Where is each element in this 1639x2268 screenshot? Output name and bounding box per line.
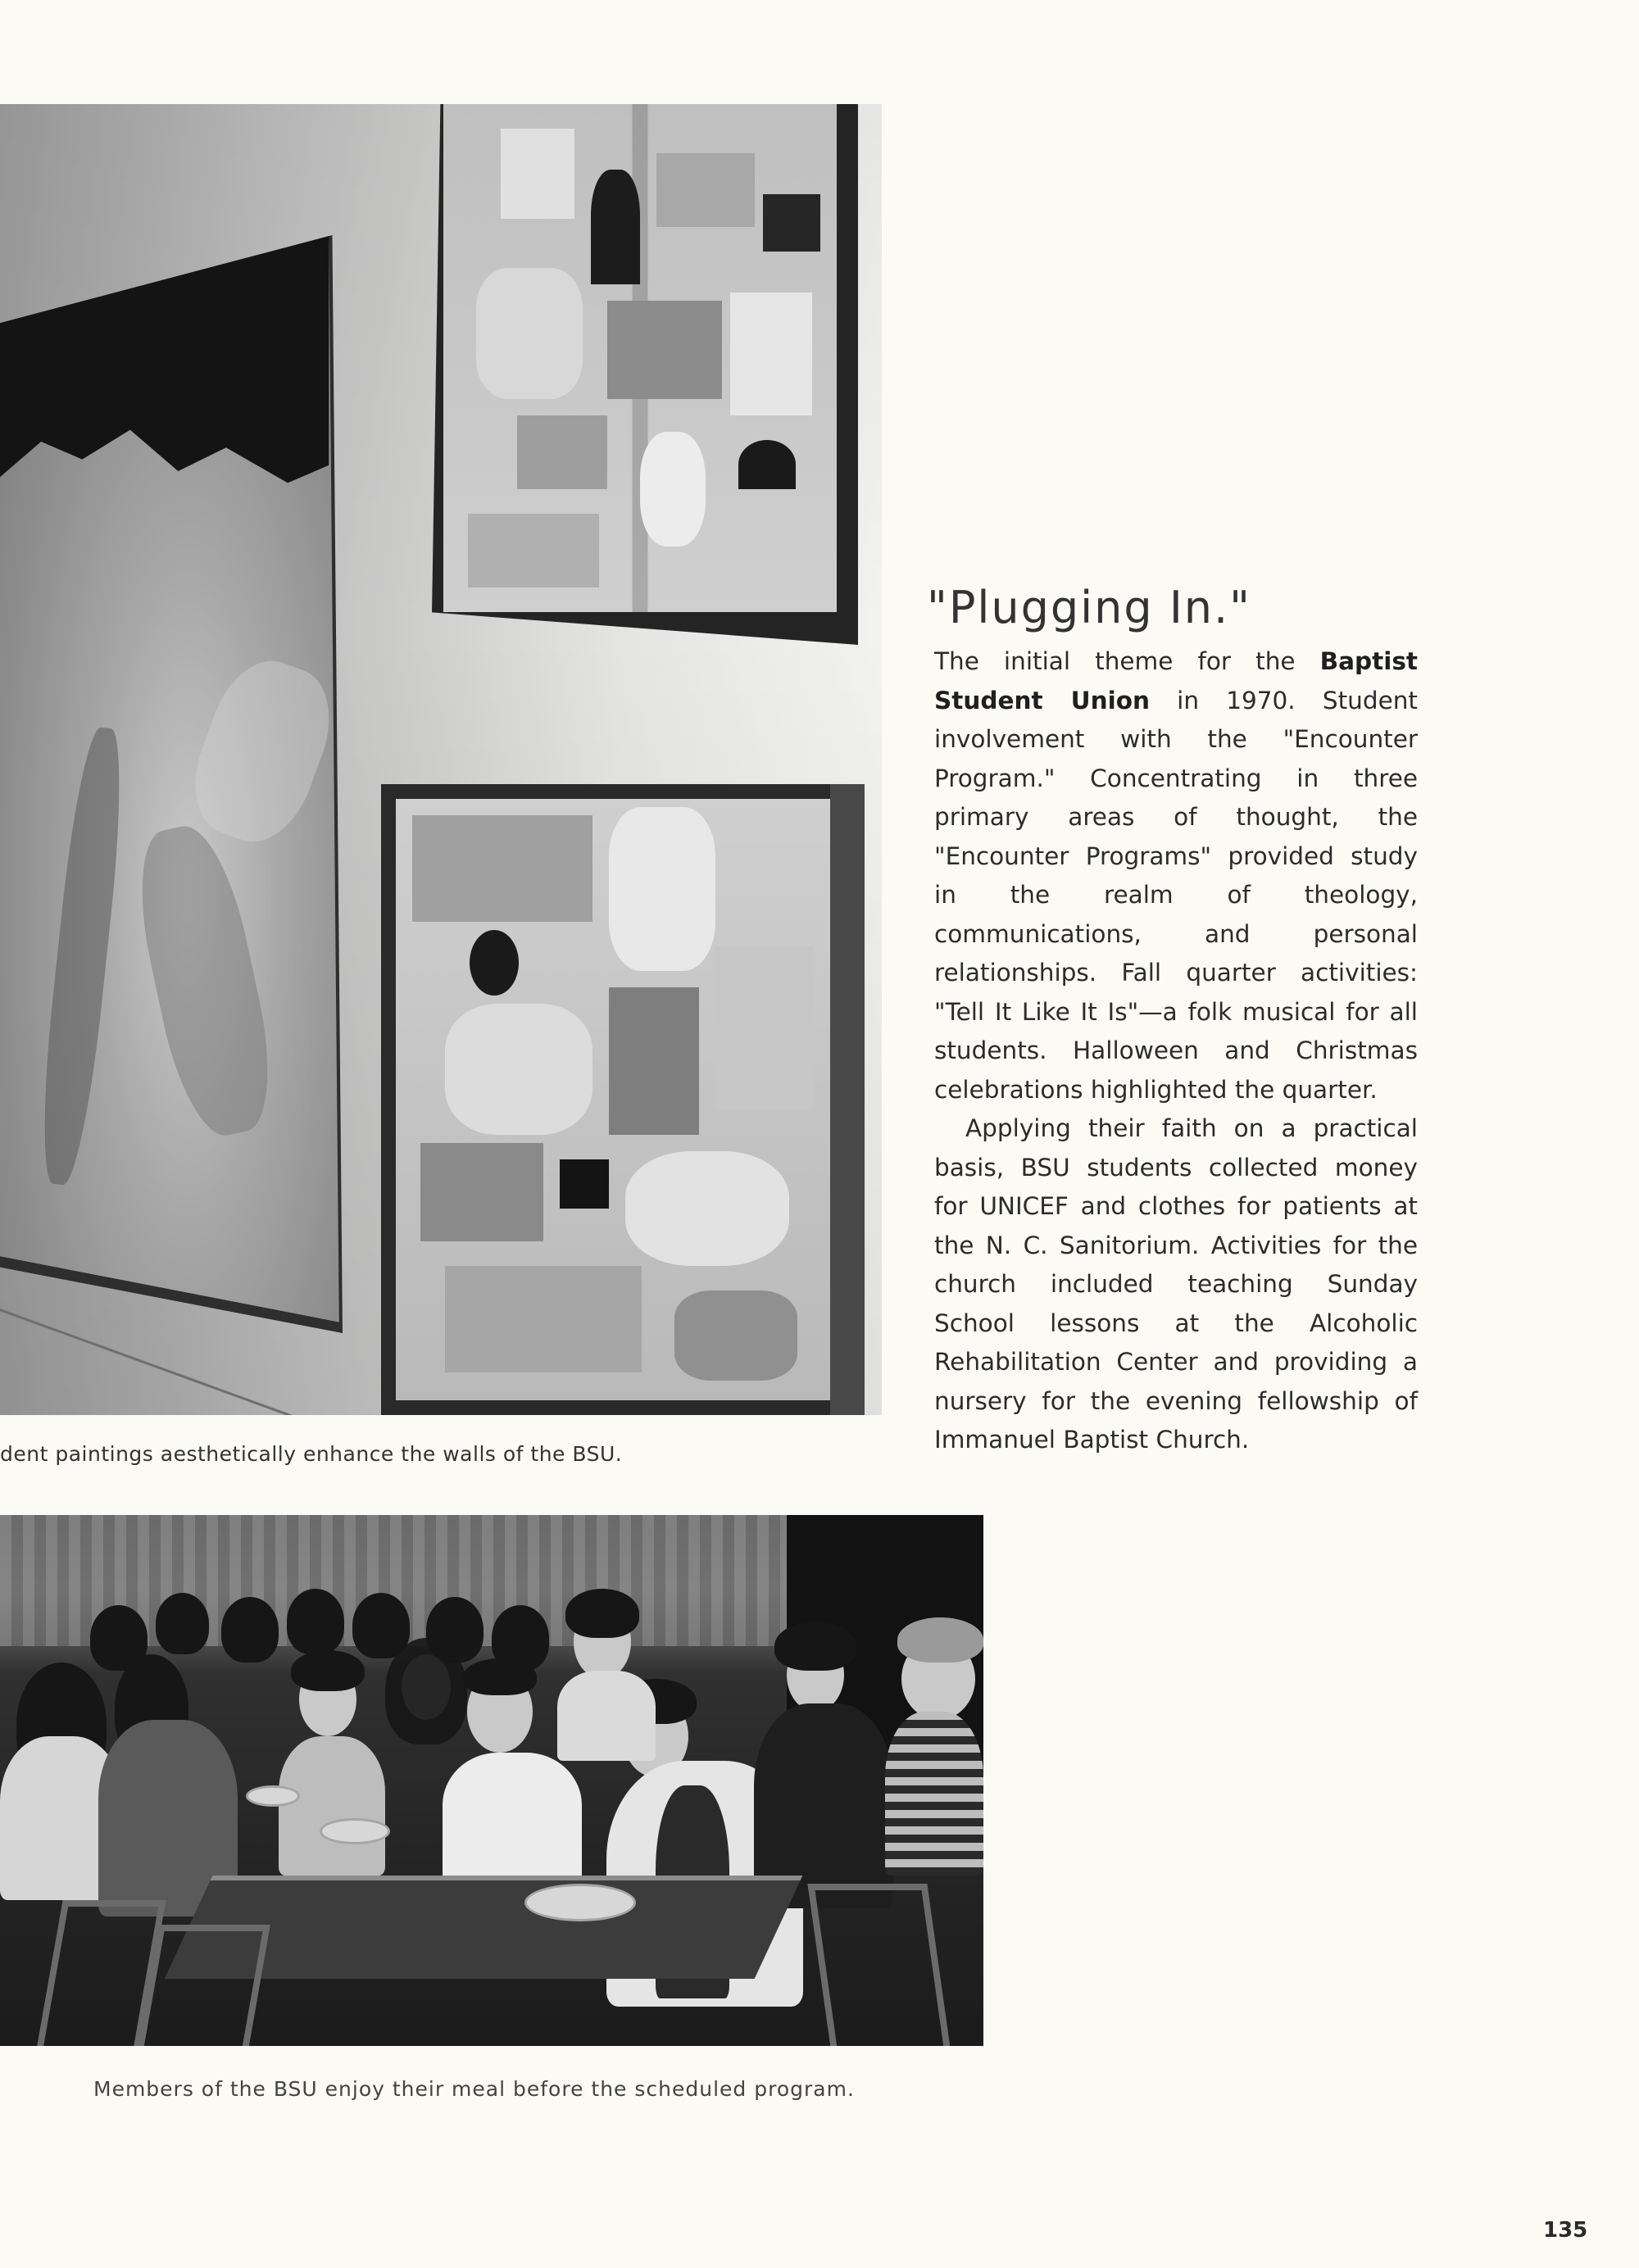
- painting-shape: [517, 415, 607, 489]
- student-hair: [463, 1658, 537, 1695]
- bottom-photo-caption: Members of the BSU enjoy their meal before the scheduled program.: [93, 2077, 855, 2101]
- painting-shape: [715, 946, 814, 1110]
- article-title: "Plugging In.": [927, 582, 1252, 633]
- wooden-chair: [807, 1884, 951, 2046]
- article-body: [934, 642, 1418, 1460]
- top-photo-caption: dent paintings aesthetically enhance the walls of the BSU.: [0, 1442, 623, 1466]
- student-hair: [385, 1638, 467, 1744]
- painting-canvas: [443, 104, 837, 612]
- paintings-on-wall-photo: [0, 104, 882, 1415]
- student-hair: [897, 1617, 983, 1662]
- organization-name: Baptist Student Union: [934, 647, 1418, 714]
- painting-shape: [470, 930, 519, 996]
- large-abstract-painting: [0, 235, 343, 1333]
- painting-shape: [591, 170, 640, 284]
- wooden-chair: [136, 1925, 270, 2046]
- painting-shape: [656, 153, 755, 227]
- student-white-shirt: [443, 1753, 582, 1884]
- painting-shape: [625, 1151, 789, 1266]
- dinner-plate: [246, 1785, 300, 1807]
- painting-shape: [640, 432, 706, 547]
- article-paragraph-1: [934, 642, 1418, 1109]
- painting-shape: [609, 807, 715, 971]
- painting-shape: [607, 301, 722, 399]
- student-head: [156, 1593, 209, 1654]
- painting-shape: [560, 1159, 609, 1209]
- painting-shape: [738, 440, 796, 489]
- students-dining-photo: [0, 1515, 983, 2046]
- student-hair: [565, 1589, 639, 1638]
- painting-shape: [763, 194, 820, 252]
- dinner-plate: [524, 1884, 636, 1921]
- paragraph-lead: The initial theme for the: [934, 647, 1320, 675]
- geometric-painting-lower: [381, 784, 865, 1415]
- student-striped-shirt: [885, 1712, 983, 1876]
- student-head: [221, 1597, 279, 1662]
- student-shirt: [557, 1671, 656, 1761]
- painting-canvas: [396, 799, 830, 1400]
- paragraph-rest: in 1970. Student involvement with the "Encounter Program." Concentrating in three primary areas of thought, the "Encounter Programs" provided study in the realm of theology, communications, and personal relationships. Fall quarter activities: "Tell It Like It Is"—a folk musical for all students. Halloween and Christmas celebrations highlighted the quarter.: [934, 686, 1418, 1104]
- painting-frame-edge: [830, 784, 865, 1415]
- painting-shape: [501, 129, 574, 219]
- article-paragraph-2: Applying their faith on a practical basis, BSU students collected money for UNICEF and clothes for patients at the N. C. Sanitorium. Activities for the church included teaching Sunday School lessons at the Alcoholic Rehabilitation Center and providing a nursery for the evening fellowship of Immanuel Baptist Church.: [934, 1114, 1418, 1454]
- student-head: [287, 1589, 344, 1654]
- page-number: 135: [1543, 2218, 1588, 2243]
- painting-shape: [445, 1004, 592, 1135]
- student-shirt: [279, 1736, 385, 1876]
- student-hair: [291, 1650, 365, 1691]
- painting-shape: [730, 293, 812, 415]
- dinner-plate: [320, 1818, 390, 1844]
- painting-shape: [609, 987, 699, 1135]
- painting-shape: [674, 1290, 797, 1381]
- painting-shape: [445, 1266, 642, 1372]
- painting-shape: [468, 514, 599, 587]
- student-hair: [774, 1622, 856, 1671]
- painting-shape: [420, 1143, 543, 1241]
- geometric-painting-upper: [432, 104, 858, 645]
- painting-shape: [476, 268, 583, 399]
- painting-shape: [412, 815, 592, 922]
